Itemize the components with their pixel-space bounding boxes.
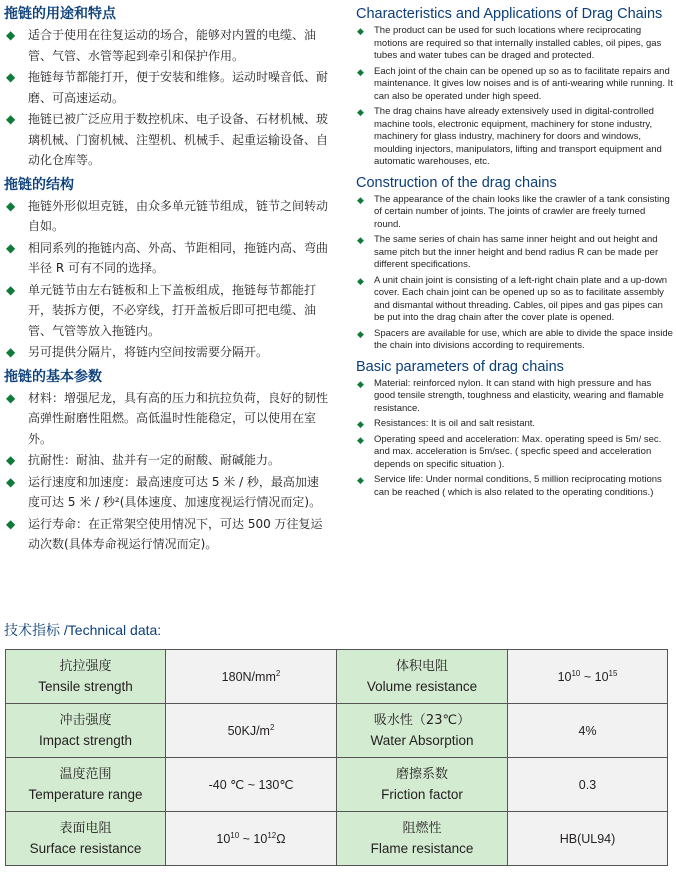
- diamond-bullet-icon: ◆: [357, 475, 364, 485]
- table-cell-label: 体积电阻 Volume resistance: [337, 650, 508, 704]
- table-cell-value: $180N/mm^2$: [166, 650, 337, 704]
- diamond-bullet-icon: ◆: [6, 474, 16, 489]
- diamond-bullet-icon: ◆: [6, 390, 16, 405]
- list-item: ◆ The appearance of the chain looks like the crawler of a tank consisting of certain number of joints. The joints of crawler are freely turned round.: [357, 193, 670, 230]
- table-cell-label: 表面电阻 Surface resistance: [6, 812, 166, 866]
- list-item: ◆ A unit chain joint is consisting of a left-right chain plate and a up-down cover. Each chain joint can be opened up so as to facilitate assembly and dismantal without threading. Cables, oil pipes and gas pipes can be put into the drag chain after the cover plate is opened.: [357, 274, 668, 323]
- chinese-column: [4, 0, 330, 556]
- list-item: ◆ The drag chains have already extensively used in digital-controlled machine tools, electronic equipment, machinery for stone industry, machinery for glass industry, machinery for doors and windows, moulding injectors, manipulators, lifting and transport equipment and automatic warehouses, etc.: [357, 106, 662, 167]
- section-title-characteristics: Characteristics and Applications of Drag Chains: [356, 6, 663, 22]
- table-cell-value: -40 ℃ ~ 130℃: [166, 758, 337, 812]
- list-item: ◆ 拖链外形似坦克链，由众多单元链节组成，链节之间转动自如。: [4, 196, 330, 237]
- section-title-uses: 拖链的用途和特点: [4, 6, 116, 22]
- table-cell-label: 吸水性（23℃） Water Absorption: [337, 704, 508, 758]
- list-item: ◆ 运行速度和加速度：最高速度可达 5 米 / 秒，最高加速度可达 5 米 / 秒²(具体速度、加速度视运行情况而定)。: [4, 472, 330, 513]
- diamond-bullet-icon: ◆: [6, 516, 16, 531]
- table-cell-label: 阻燃性 Flame resistance: [337, 812, 508, 866]
- table-cell-label: 抗拉强度 Tensile strength: [6, 650, 166, 704]
- diamond-bullet-icon: ◆: [6, 282, 16, 297]
- list-item: ◆ 运行寿命：在正常架空使用情况下，可达 500 万往复运动次数(具体寿命视运行情况而定)。: [4, 514, 330, 555]
- diamond-bullet-icon: ◆: [6, 345, 16, 359]
- section-title-basic-parameters: Basic parameters of drag chains: [356, 358, 564, 375]
- list-item: ◆ 抗耐性：耐油、盐并有一定的耐酸、耐碱能力。: [4, 450, 330, 471]
- diamond-bullet-icon: ◆: [357, 194, 364, 205]
- table-row: [6, 812, 668, 866]
- list-item: ◆ 单元链节由左右链板和上下盖板组成，拖链每节都能打开，装拆方便，不必穿线，打开盖板后即可把电缆、油管、气管等放入拖链内。: [4, 280, 330, 342]
- english-column: [356, 0, 674, 502]
- diamond-bullet-icon: ◆: [6, 112, 16, 126]
- list-item: ◆ Resistances: It is oil and salt resistant.: [357, 418, 536, 429]
- section-title-parameters: 拖链的基本参数: [4, 368, 102, 385]
- table-cell-value: $10^{10}$ ~ $10^{15}$: [508, 650, 668, 704]
- table-cell-label: 磨擦系数 Friction factor: [337, 758, 508, 812]
- diamond-bullet-icon: ◆: [357, 235, 364, 245]
- list-item: ◆ 适合于使用在往复运动的场合，能够对内置的电缆、油管、气管、水管等起到牵引和保护作用。: [4, 25, 330, 66]
- table-cell-label: 温度范围 Temperature range: [6, 758, 166, 812]
- list-item: ◆ 拖链每节都能打开，便于安装和维修。运动时噪音低、耐磨、可高速运动。: [4, 67, 330, 108]
- list-item: ◆ The product can be used for such locations where reciprocating motions are required so that internally installed cables, oil pipes, gas tubes and water tubes can be draged and protected.: [357, 25, 662, 61]
- table-row: [6, 758, 668, 812]
- list-item: ◆ Spacers are available for use, which are able to divide the space inside the chain into divisions according to requirements.: [357, 327, 673, 351]
- table-cell-label: 冲击强度 Impact strength: [6, 704, 166, 758]
- list-item: ◆ 拖链已被广泛应用于数控机床、电子设备、石材机械、玻璃机械、门窗机械、注塑机、机械手、起重运输设备、自动化仓库等。: [4, 109, 330, 171]
- table-cell-value: HB(UL94): [508, 812, 668, 866]
- section-title-structure: 拖链的结构: [4, 176, 74, 193]
- technical-data-title: [4, 621, 161, 640]
- technical-data-table: [5, 649, 668, 866]
- list-item: ◆ Each joint of the chain can be opened up so as to facilitate repairs and maintenance. It gives low noises and is of anti-wearing while running. It can also be operated under high speed.: [357, 65, 673, 102]
- list-item: ◆ Service life: Under normal conditions, 5 million reciprocating motions can be reached ( which is also related to the operating conditions.): [357, 474, 662, 498]
- diamond-bullet-icon: ◆: [357, 66, 364, 77]
- diamond-bullet-icon: ◆: [6, 198, 16, 213]
- diamond-bullet-icon: ◆: [357, 328, 364, 339]
- list-item: ◆ 材料：增强尼龙，具有高的压力和抗拉负荷，良好的韧性高弹性耐磨性阻燃。高低温时性能稳定，可以使用在室外。: [4, 388, 330, 450]
- diamond-bullet-icon: ◆: [6, 28, 16, 42]
- table-cell-value: $50KJ/m^2$: [166, 704, 337, 758]
- technical-data-title-zh: 技术指标: [4, 623, 60, 639]
- list-item: ◆ 相同系列的拖链内高、外高、节距相同，拖链内高、弯曲半径 R 可有不同的选择。: [4, 238, 330, 279]
- list-item: ◆ 另可提供分隔片，将链内空间按需要分隔开。: [4, 342, 330, 363]
- diamond-bullet-icon: ◆: [6, 70, 16, 84]
- table-cell-value: $10^{10}$ ~ $10^{12}\Omega$: [166, 812, 337, 866]
- table-row: [6, 704, 668, 758]
- diamond-bullet-icon: ◆: [357, 275, 364, 286]
- list-item: ◆ Material: reinforced nylon. It can stand with high pressure and has good tensile strength, toughness and elasticity, wearing and flamable resistance.: [357, 377, 664, 414]
- list-item: ◆ The same series of chain has same inner height and out height and same pitch but the inner height and bend radius R can be made per different specifications.: [357, 234, 659, 270]
- diamond-bullet-icon: ◆: [357, 107, 364, 117]
- diamond-bullet-icon: ◆: [6, 453, 16, 467]
- technical-data-title-en: /Technical data:: [60, 622, 162, 638]
- diamond-bullet-icon: ◆: [6, 240, 16, 255]
- table-cell-value: 4%: [508, 704, 668, 758]
- table-cell-value: 0.3: [508, 758, 668, 812]
- section-title-construction: Construction of the drag chains: [356, 174, 557, 191]
- diamond-bullet-icon: ◆: [357, 26, 364, 36]
- diamond-bullet-icon: ◆: [357, 378, 364, 389]
- diamond-bullet-icon: ◆: [357, 419, 364, 429]
- list-item: ◆ Operating speed and acceleration: Max. operating speed is 5m/ sec. and max. acceleration is 5m/sec. ( specfic speed and acceleration depends on specific situation ).: [357, 433, 662, 470]
- diamond-bullet-icon: ◆: [357, 434, 364, 445]
- table-row: [6, 650, 668, 704]
